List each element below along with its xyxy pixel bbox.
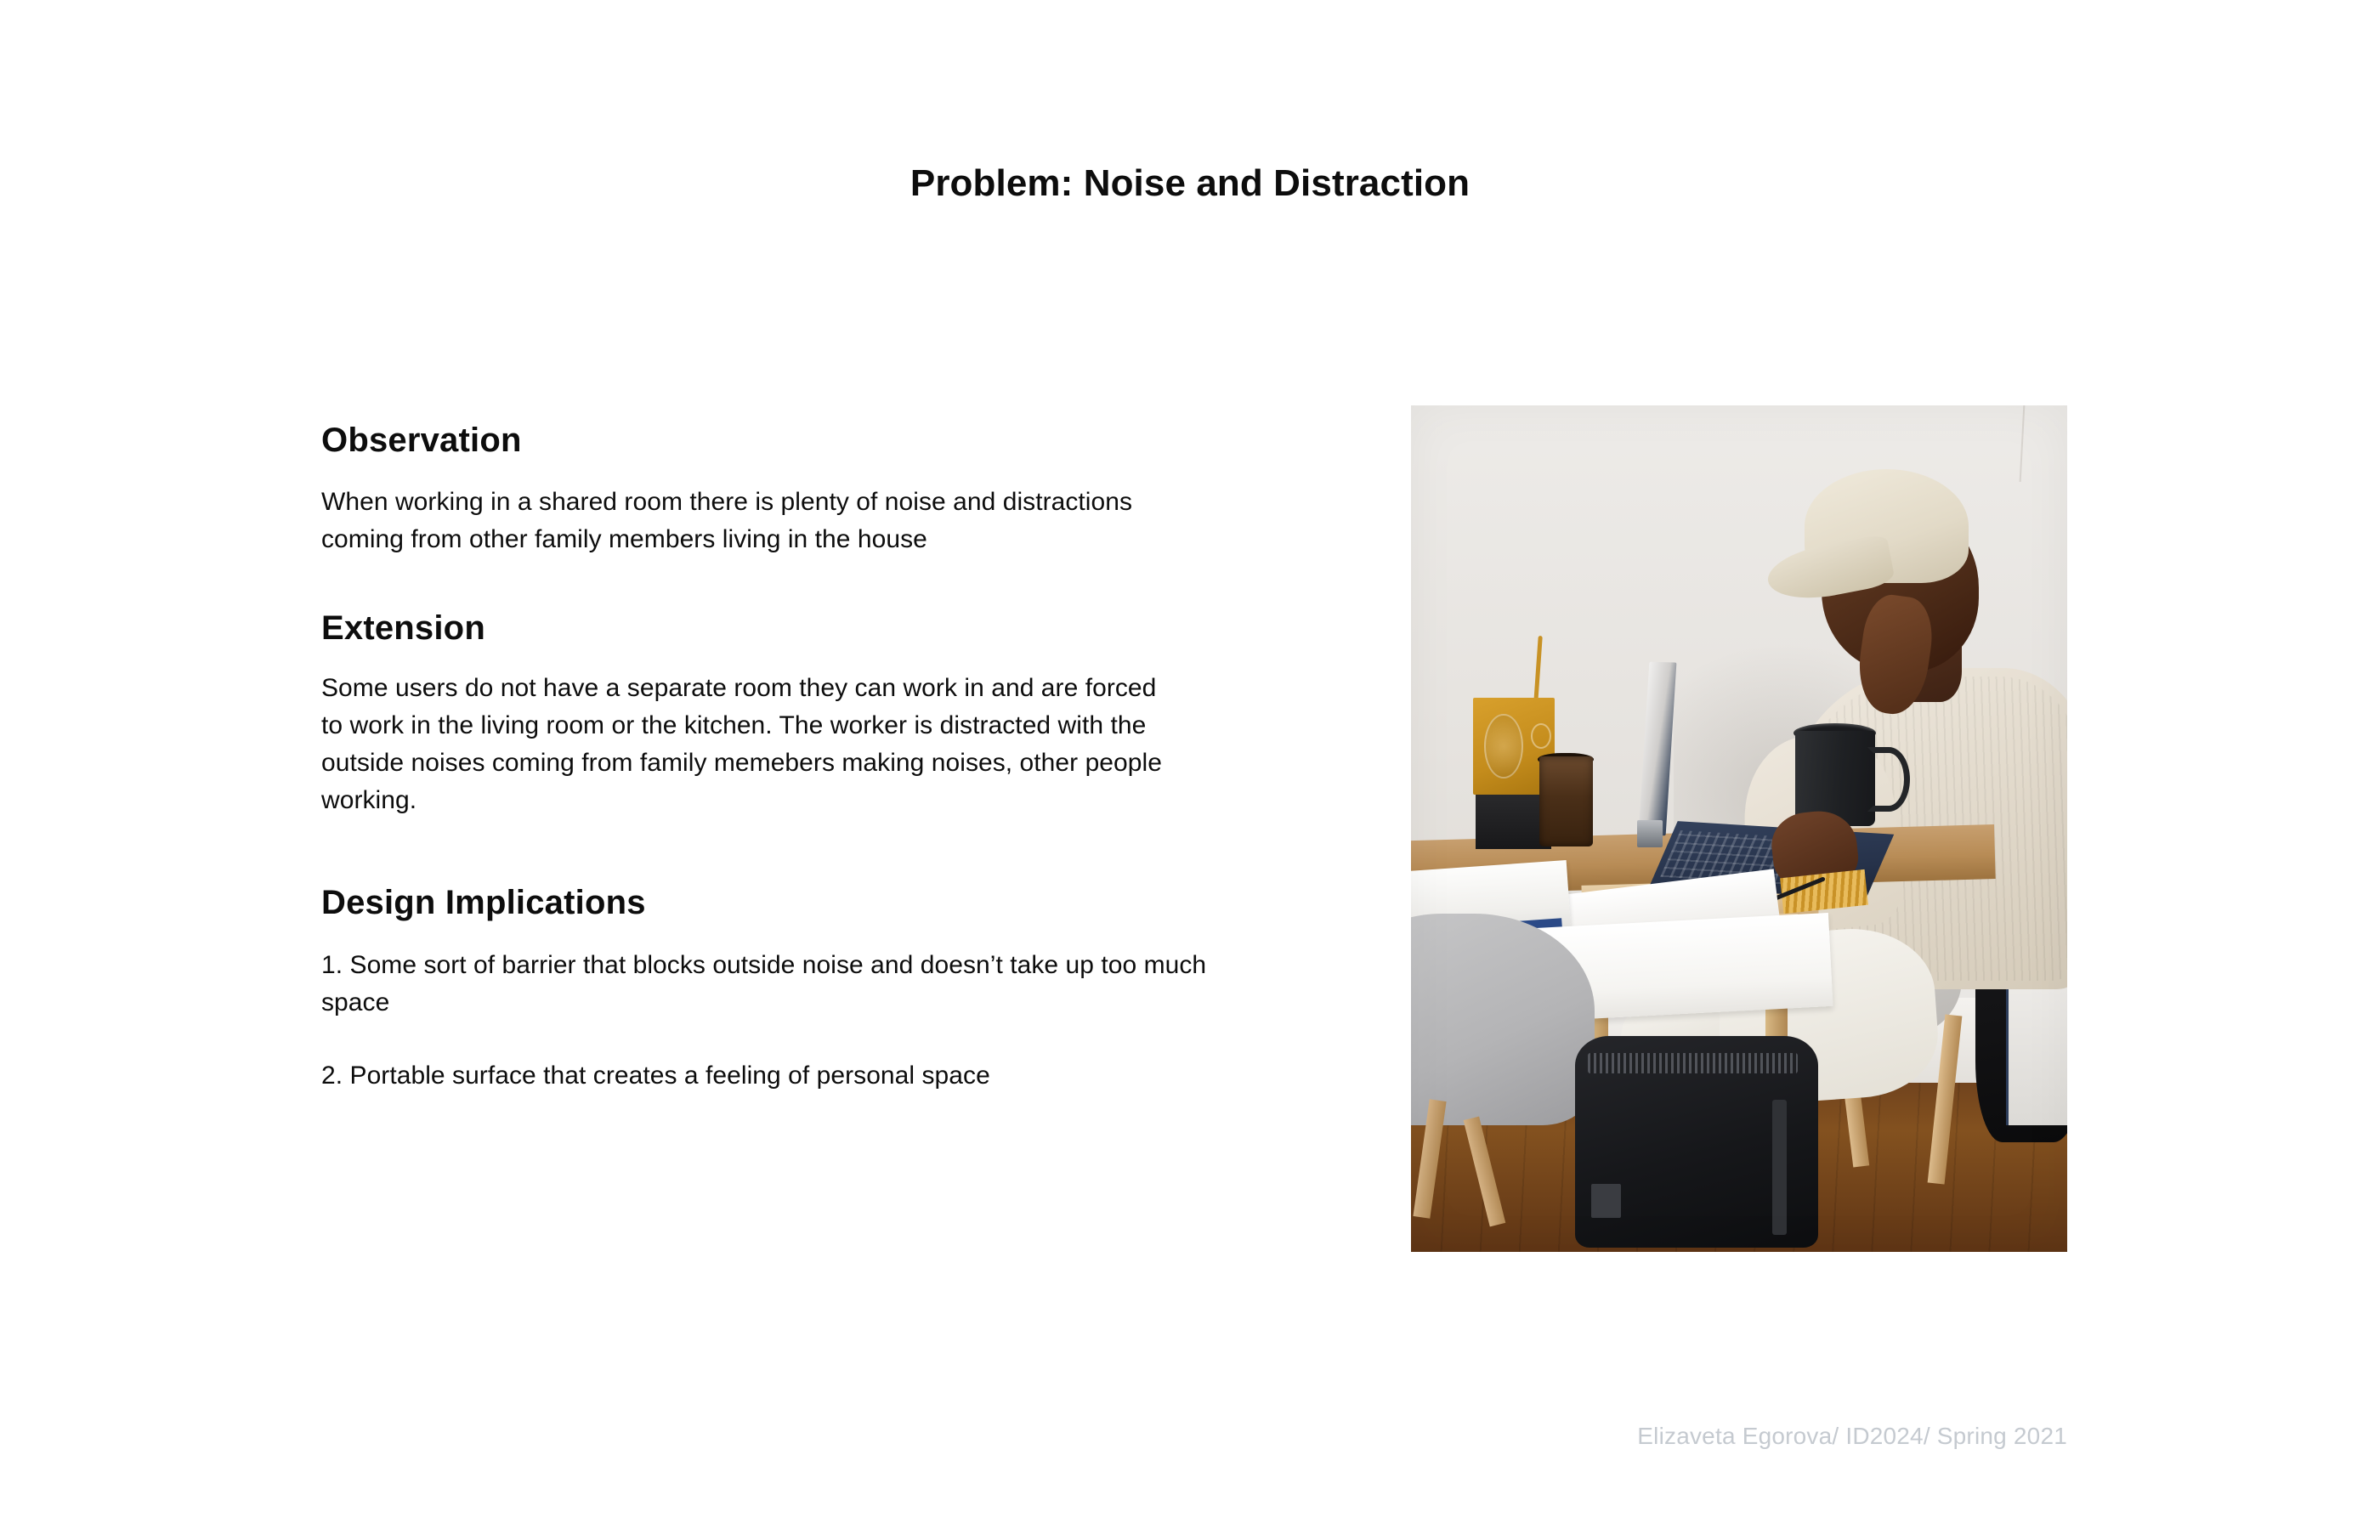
content-column [321,422,1273,1095]
coffee-mug-handle [1867,747,1910,812]
page-title: Problem: Noise and Distraction [910,162,1470,204]
radio-speaker-grille [1484,714,1523,779]
design-implications-heading: Design Implications [321,883,646,921]
extension-heading: Extension [321,609,485,647]
section-design-implications [321,884,1273,1096]
backpack-buckle [1591,1184,1621,1218]
design-implication-item: 2. Portable surface that creates a feeling of personal space [321,1062,990,1090]
section-observation [321,422,1273,558]
observation-body-text: When working in a shared room there is plenty of noise and distractions coming from other family members living in the house [321,487,1133,553]
photo-scene [1411,405,2067,1252]
observation-heading: Observation [321,422,522,459]
backpack-strap [1772,1100,1787,1235]
footer-credit: Elizaveta Egorova/ ID2024/ Spring 2021 [1637,1423,2067,1449]
section-extension [321,609,1273,819]
radio-dial [1531,723,1551,749]
extension-body-text: Some users do not have a separate room they can work in and are forced to work in the living room or the kitchen. The worker is distracted with the outside noises coming from family memebers making noises, other people working. [321,673,1162,814]
backpack-zipper [1588,1053,1798,1073]
candle-jar [1539,756,1593,846]
laptop-hinge [1637,820,1663,847]
workspace-photo [1411,405,2067,1252]
design-implication-item: 1. Some sort of barrier that blocks outside noise and doesn’t take up too much space [321,951,1207,1017]
